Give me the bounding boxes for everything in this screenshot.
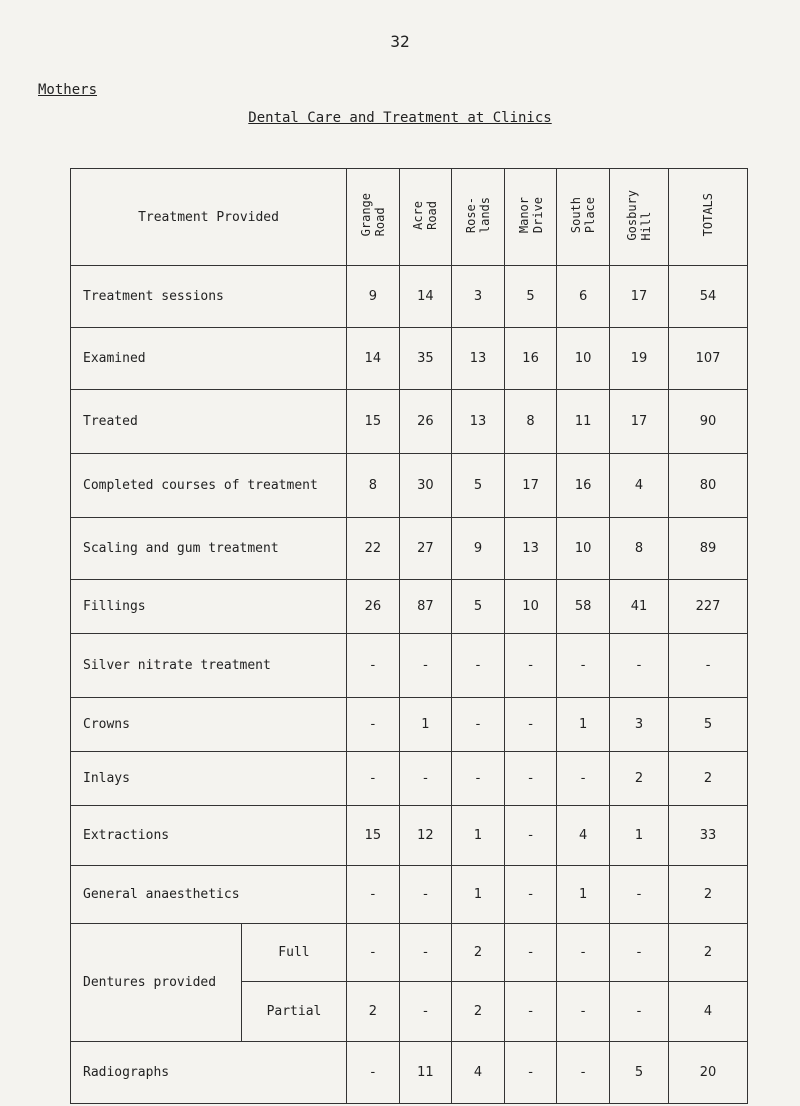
table-cell: 12 bbox=[399, 806, 452, 866]
table-cell: 16 bbox=[557, 454, 610, 518]
table-cell: 2 bbox=[609, 752, 668, 806]
table-cell: 13 bbox=[452, 328, 505, 390]
table-cell: - bbox=[504, 982, 557, 1042]
table-cell: 1 bbox=[557, 698, 610, 752]
row-label: Radiographs bbox=[71, 1042, 347, 1104]
table-cell: - bbox=[504, 1042, 557, 1104]
table-cell: 107 bbox=[669, 328, 748, 390]
table-cell: 13 bbox=[504, 518, 557, 580]
table-cell: 2 bbox=[452, 924, 505, 982]
table-cell: 15 bbox=[347, 806, 400, 866]
table-cell: 16 bbox=[504, 328, 557, 390]
table-cell: - bbox=[609, 866, 668, 924]
table-cell: 87 bbox=[399, 580, 452, 634]
table-cell: 10 bbox=[557, 328, 610, 390]
table-row bbox=[71, 328, 748, 390]
table-cell: 10 bbox=[557, 518, 610, 580]
table-cell: 54 bbox=[669, 266, 748, 328]
table-cell: - bbox=[557, 634, 610, 698]
row-label: Crowns bbox=[71, 698, 347, 752]
table-cell: 3 bbox=[452, 266, 505, 328]
table-cell: - bbox=[557, 982, 610, 1042]
table-cell: 5 bbox=[452, 580, 505, 634]
table-title: Dental Care and Treatment at Clinics bbox=[248, 110, 552, 126]
table-cell: 9 bbox=[347, 266, 400, 328]
table-cell: 41 bbox=[609, 580, 668, 634]
table-cell: 5 bbox=[669, 698, 748, 752]
table-cell: 2 bbox=[669, 866, 748, 924]
table-body bbox=[71, 266, 748, 1104]
table-cell: 22 bbox=[347, 518, 400, 580]
row-label: Fillings bbox=[71, 580, 347, 634]
table-cell: - bbox=[399, 924, 452, 982]
table-cell: 5 bbox=[609, 1042, 668, 1104]
table-cell: - bbox=[609, 924, 668, 982]
table-cell: 9 bbox=[452, 518, 505, 580]
row-label: Treatment sessions bbox=[71, 266, 347, 328]
table-cell: 19 bbox=[609, 328, 668, 390]
table-cell: - bbox=[399, 634, 452, 698]
table-cell: - bbox=[347, 634, 400, 698]
table-cell: - bbox=[399, 866, 452, 924]
table-cell: - bbox=[609, 634, 668, 698]
table-cell: 227 bbox=[669, 580, 748, 634]
table-cell: - bbox=[669, 634, 748, 698]
dental-care-table bbox=[70, 168, 748, 1104]
table-row bbox=[71, 390, 748, 454]
table-cell: - bbox=[452, 698, 505, 752]
table-cell: 3 bbox=[609, 698, 668, 752]
row-label: Inlays bbox=[71, 752, 347, 806]
table-cell: - bbox=[504, 924, 557, 982]
table-cell: 2 bbox=[452, 982, 505, 1042]
table-cell: 2 bbox=[669, 752, 748, 806]
column-header-roselands: Rose- lands bbox=[452, 169, 505, 266]
table-row bbox=[71, 752, 748, 806]
page-number: 32 bbox=[390, 32, 410, 51]
table-row bbox=[71, 518, 748, 580]
table-cell: - bbox=[399, 752, 452, 806]
table-row bbox=[71, 454, 748, 518]
table-cell: 30 bbox=[399, 454, 452, 518]
table-cell: 33 bbox=[669, 806, 748, 866]
table-cell: 13 bbox=[452, 390, 505, 454]
table-cell: 8 bbox=[347, 454, 400, 518]
table-cell: - bbox=[399, 982, 452, 1042]
table-cell: 1 bbox=[609, 806, 668, 866]
row-label: Examined bbox=[71, 328, 347, 390]
table-cell: 26 bbox=[399, 390, 452, 454]
sub-row-label: Partial bbox=[241, 982, 346, 1042]
table-cell: 11 bbox=[399, 1042, 452, 1104]
table-cell: - bbox=[504, 634, 557, 698]
table-cell: 5 bbox=[504, 266, 557, 328]
table-row bbox=[71, 806, 748, 866]
table-cell: - bbox=[609, 982, 668, 1042]
table-cell: 4 bbox=[609, 454, 668, 518]
table-cell: 58 bbox=[557, 580, 610, 634]
table-cell: - bbox=[347, 1042, 400, 1104]
row-label: Dentures provided bbox=[71, 924, 242, 1042]
table-row bbox=[71, 924, 748, 982]
row-label: Scaling and gum treatment bbox=[71, 518, 347, 580]
table-cell: - bbox=[504, 752, 557, 806]
table-cell: - bbox=[347, 698, 400, 752]
column-header-totals: TOTALS bbox=[669, 169, 748, 266]
table-cell: 4 bbox=[557, 806, 610, 866]
table-row bbox=[71, 580, 748, 634]
table-cell: - bbox=[504, 698, 557, 752]
treatment-provided-header: Treatment Provided bbox=[71, 169, 347, 266]
table-cell: 5 bbox=[452, 454, 505, 518]
table-cell: 8 bbox=[609, 518, 668, 580]
table-cell: - bbox=[557, 924, 610, 982]
table-cell: - bbox=[504, 806, 557, 866]
table-cell: - bbox=[347, 866, 400, 924]
table-cell: - bbox=[557, 1042, 610, 1104]
table-cell: 11 bbox=[557, 390, 610, 454]
row-label: Extractions bbox=[71, 806, 347, 866]
table-cell: 10 bbox=[504, 580, 557, 634]
table-cell: 1 bbox=[452, 806, 505, 866]
table-cell: 6 bbox=[557, 266, 610, 328]
table-cell: 15 bbox=[347, 390, 400, 454]
table-cell: 14 bbox=[347, 328, 400, 390]
table-cell: 20 bbox=[669, 1042, 748, 1104]
row-label: Completed courses of treatment bbox=[71, 454, 347, 518]
table-cell: 90 bbox=[669, 390, 748, 454]
table-cell: 4 bbox=[452, 1042, 505, 1104]
column-header-acre-road: Acre Road bbox=[399, 169, 452, 266]
table-cell: - bbox=[347, 752, 400, 806]
table-cell: 17 bbox=[504, 454, 557, 518]
table-cell: 35 bbox=[399, 328, 452, 390]
table-cell: - bbox=[452, 752, 505, 806]
column-header-gosbury-hill: Gosbury Hill bbox=[609, 169, 668, 266]
column-header-south-place: South Place bbox=[557, 169, 610, 266]
table-cell: 8 bbox=[504, 390, 557, 454]
table-row bbox=[71, 266, 748, 328]
table-row bbox=[71, 1042, 748, 1104]
table-row bbox=[71, 866, 748, 924]
table-cell: 89 bbox=[669, 518, 748, 580]
table-cell: 1 bbox=[452, 866, 505, 924]
sub-row-label: Full bbox=[241, 924, 346, 982]
table-cell: 80 bbox=[669, 454, 748, 518]
table-cell: 1 bbox=[557, 866, 610, 924]
table-cell: - bbox=[347, 924, 400, 982]
row-label: Silver nitrate treatment bbox=[71, 634, 347, 698]
column-header-manor-drive: Manor Drive bbox=[504, 169, 557, 266]
table-cell: 26 bbox=[347, 580, 400, 634]
row-label: Treated bbox=[71, 390, 347, 454]
table-cell: 27 bbox=[399, 518, 452, 580]
table-row bbox=[71, 634, 748, 698]
table-row bbox=[71, 698, 748, 752]
table-cell: 1 bbox=[399, 698, 452, 752]
table-cell: - bbox=[557, 752, 610, 806]
table-cell: 17 bbox=[609, 390, 668, 454]
table-cell: - bbox=[452, 634, 505, 698]
column-header-grange-road: Grange Road bbox=[347, 169, 400, 266]
table-cell: 2 bbox=[669, 924, 748, 982]
table-cell: - bbox=[504, 866, 557, 924]
table-cell: 14 bbox=[399, 266, 452, 328]
table-cell: 17 bbox=[609, 266, 668, 328]
table-cell: 4 bbox=[669, 982, 748, 1042]
row-label: General anaesthetics bbox=[71, 866, 347, 924]
table-cell: 2 bbox=[347, 982, 400, 1042]
section-title: Mothers bbox=[38, 82, 98, 98]
table-header-row bbox=[71, 169, 748, 266]
